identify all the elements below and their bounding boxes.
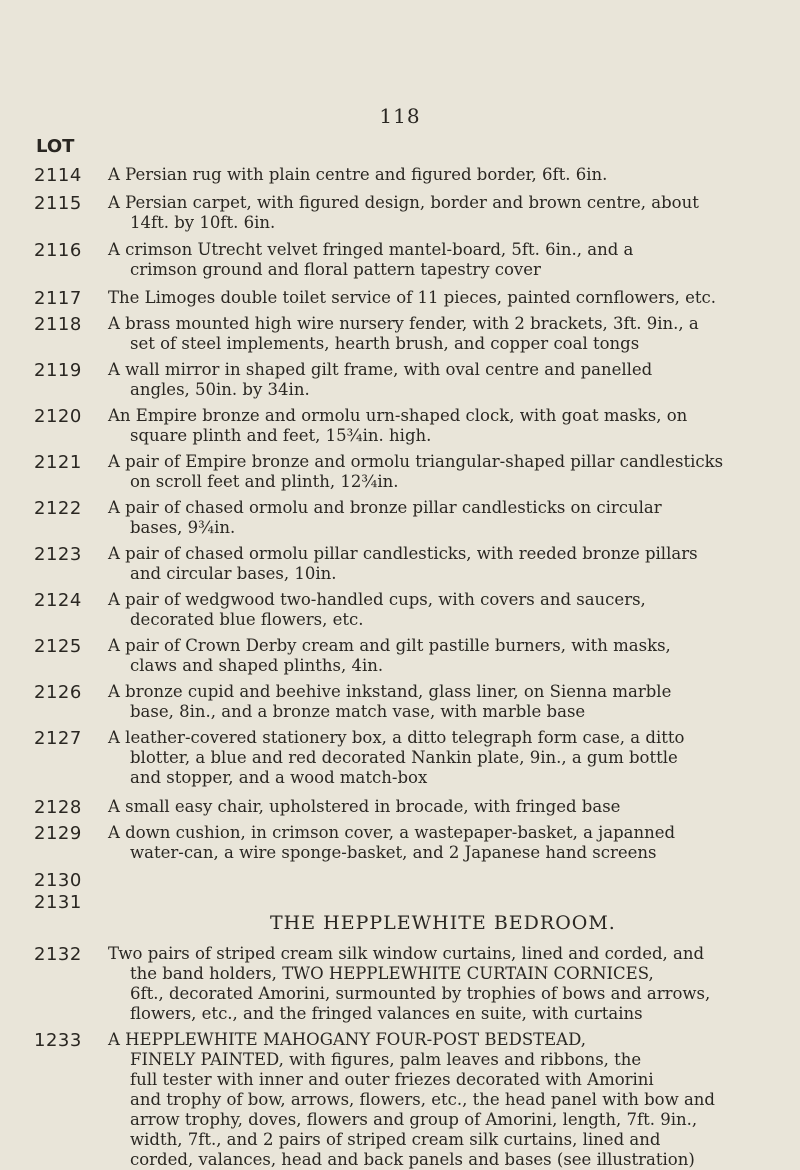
description-line: base, 8in., and a bronze match vase, with marble base <box>130 702 586 721</box>
lot-description <box>108 1030 798 1170</box>
lot-description <box>108 544 798 584</box>
lot-number: 2127 <box>34 728 82 749</box>
lot-description <box>108 288 798 308</box>
lot-description <box>108 728 798 788</box>
lot-number: 2117 <box>34 288 82 309</box>
description-line: angles, 50in. by 34in. <box>130 380 310 399</box>
lot-number: 2132 <box>34 944 82 965</box>
description-line: A bronze cupid and beehive inkstand, glass liner, on Sienna marble <box>108 682 672 701</box>
description-line: 6ft., decorated Amorini, surmounted by trophies of bows and arrows, <box>130 984 711 1003</box>
description-line: FINELY PAINTED, with figures, palm leaves and ribbons, the <box>130 1050 642 1069</box>
lot-number: 2118 <box>34 314 82 335</box>
description-line: the band holders, TWO HEPPLEWHITE CURTAIN CORNICES, <box>130 964 654 983</box>
description-line: claws and shaped plinths, 4in. <box>130 656 384 675</box>
description-line: A pair of Empire bronze and ormolu triangular-shaped pillar candlesticks <box>108 452 724 471</box>
description-line: water-can, a wire sponge-basket, and 2 Japanese hand screens <box>130 843 657 862</box>
description-line: A wall mirror in shaped gilt frame, with oval centre and panelled <box>108 360 653 379</box>
lot-number: 2129 <box>34 823 82 844</box>
lot-description <box>108 636 798 676</box>
lot-description <box>108 360 798 400</box>
description-line: corded, valances, head and back panels and bases (see illustration) <box>130 1150 695 1169</box>
lot-column-header: LOT <box>36 136 75 157</box>
description-line: A pair of wedgwood two-handled cups, with covers and saucers, <box>108 590 646 609</box>
description-line: decorated blue flowers, etc. <box>130 610 364 629</box>
lot-number: 2121 <box>34 452 82 473</box>
description-line: square plinth and feet, 15¾in. high. <box>130 426 432 445</box>
lot-number: 2119 <box>34 360 82 381</box>
lot-number: 1233 <box>34 1030 82 1051</box>
description-line: A brass mounted high wire nursery fender, with 2 brackets, 3ft. 9in., a <box>108 314 699 333</box>
lot-number: 2123 <box>34 544 82 565</box>
section-heading: THE HEPPLEWHITE BEDROOM. <box>270 912 616 934</box>
lot-description <box>108 797 798 817</box>
description-line: set of steel implements, hearth brush, and copper coal tongs <box>130 334 640 353</box>
description-line: arrow trophy, doves, flowers and group of Amorini, length, 7ft. 9in., <box>130 1110 698 1129</box>
description-line: 14ft. by 10ft. 6in. <box>130 213 276 232</box>
lot-description <box>108 944 798 1024</box>
description-line: and stopper, and a wood match-box <box>130 768 428 787</box>
description-line: A down cushion, in crimson cover, a wastepaper-basket, a japanned <box>108 823 676 842</box>
lot-description <box>108 193 798 233</box>
page-number: 118 <box>379 104 421 128</box>
description-line: blotter, a blue and red decorated Nankin plate, 9in., a gum bottle <box>130 748 678 767</box>
lot-description <box>108 165 798 185</box>
description-line: A crimson Utrecht velvet fringed mantel-board, 5ft. 6in., and a <box>108 240 634 259</box>
description-line: A pair of Crown Derby cream and gilt pastille burners, with masks, <box>108 636 671 655</box>
description-line: and trophy of bow, arrows, flowers, etc., the head panel with bow and <box>130 1090 715 1109</box>
description-line: on scroll feet and plinth, 12¾in. <box>130 472 399 491</box>
lot-description <box>108 452 798 492</box>
description-line: A small easy chair, upholstered in brocade, with fringed base <box>108 797 621 816</box>
description-line: and circular bases, 10in. <box>130 564 337 583</box>
lot-number: 2124 <box>34 590 82 611</box>
lot-number: 2114 <box>34 165 82 186</box>
description-line: full tester with inner and outer friezes decorated with Amorini <box>130 1070 654 1089</box>
description-line: Two pairs of striped cream silk window curtains, lined and corded, and <box>108 944 705 963</box>
description-line: An Empire bronze and ormolu urn-shaped clock, with goat masks, on <box>108 406 688 425</box>
lot-description <box>108 682 798 722</box>
lot-description <box>108 240 798 280</box>
lot-number: 2122 <box>34 498 82 519</box>
lot-description <box>108 823 798 863</box>
lot-number: 2116 <box>34 240 82 261</box>
lot-description <box>108 590 798 630</box>
description-line: A Persian rug with plain centre and figured border, 6ft. 6in. <box>108 165 608 184</box>
lot-number: 2131 <box>34 892 82 913</box>
description-line: A pair of chased ormolu pillar candlesticks, with reeded bronze pillars <box>108 544 698 563</box>
description-line: A Persian carpet, with figured design, border and brown centre, about <box>108 193 699 212</box>
lot-number: 2130 <box>34 870 82 891</box>
description-line: flowers, etc., and the fringed valances en suite, with curtains <box>130 1004 643 1023</box>
description-line: width, 7ft., and 2 pairs of striped cream silk curtains, lined and <box>130 1130 661 1149</box>
description-line: The Limoges double toilet service of 11 pieces, painted cornflowers, etc. <box>108 288 717 307</box>
lot-number: 2120 <box>34 406 82 427</box>
description-line: A HEPPLEWHITE MAHOGANY FOUR-POST BEDSTEAD, <box>108 1030 586 1049</box>
lot-number: 2125 <box>34 636 82 657</box>
lot-description <box>108 498 798 538</box>
lot-number: 2128 <box>34 797 82 818</box>
lot-description <box>108 314 798 354</box>
lot-number: 2126 <box>34 682 82 703</box>
description-line: A leather-covered stationery box, a ditto telegraph form case, a ditto <box>108 728 685 747</box>
lot-number: 2115 <box>34 193 82 214</box>
description-line: crimson ground and floral pattern tapestry cover <box>130 260 541 279</box>
description-line: A pair of chased ormolu and bronze pillar candlesticks on circular <box>108 498 662 517</box>
description-line: bases, 9¾in. <box>130 518 236 537</box>
lot-description <box>108 406 798 446</box>
